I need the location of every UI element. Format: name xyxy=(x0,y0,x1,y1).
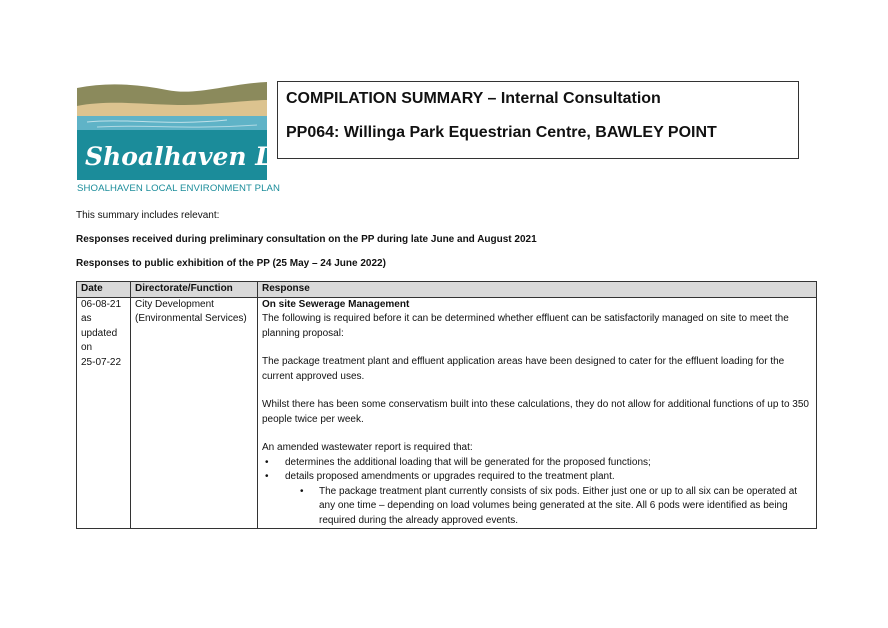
response-heading: On site Sewerage Management xyxy=(262,298,410,310)
date-cell xyxy=(77,297,131,529)
shoalhaven-lep-logo xyxy=(77,80,311,194)
logo-graphic xyxy=(77,80,311,180)
directorate-cell: City Development (Environmental Services) xyxy=(131,297,258,529)
response-paragraph: An amended wastewater report is required that: xyxy=(262,442,473,453)
title-box xyxy=(277,81,799,159)
response-paragraph: The package treatment plant and effluent application areas have been designed to cater for the effluent loading for the current approved uses. xyxy=(262,356,785,382)
responses-exhibition-heading: Responses to public exhibition of the PP (25 May – 24 June 2022) xyxy=(76,258,386,269)
document-title: COMPILATION SUMMARY – Internal Consultation xyxy=(286,90,661,107)
response-paragraph: Whilst there has been some conservatism built into these calculations, they do not allow for additional functions of up to 350 people twice per week. xyxy=(262,399,809,425)
response-paragraph: The following is required before it can be determined whether effluent can be satisfactorily managed on site to meet the planning proposal: xyxy=(262,313,789,339)
logo-caption: SHOALHAVEN LOCAL ENVIRONMENT PLAN xyxy=(77,183,281,194)
requirements-list xyxy=(262,456,812,529)
date-line: 25-07-22 xyxy=(81,356,122,368)
date-line: as xyxy=(81,313,92,324)
logo-wordmark: Shoalhaven LEP xyxy=(85,142,311,171)
list-item: • details proposed amendments or upgrades required to the treatment plant. xyxy=(262,470,812,485)
consultation-table xyxy=(76,281,817,529)
document-subtitle: PP064: Willinga Park Equestrian Centre, BAWLEY POINT xyxy=(286,124,717,141)
date-line: on xyxy=(81,342,93,353)
date-line: updated xyxy=(81,327,118,339)
response-cell xyxy=(258,297,817,529)
header-response: Response xyxy=(258,282,817,298)
header-date: Date xyxy=(77,282,131,298)
sub-list-item: • The package treatment plant currently consists of six pods. Either just one or up to all six can be operated at any one time – depending on load volumes being generated at the site. All 6 pods were identified as being required during the already approved events. xyxy=(262,485,812,529)
table-header-row xyxy=(77,282,817,298)
date-line: 06-08-21 xyxy=(81,298,122,310)
responses-preliminary-heading: Responses received during preliminary consultation on the PP during late June and August 2021 xyxy=(76,234,537,245)
header-directorate: Directorate/Function xyxy=(131,282,258,298)
table-row xyxy=(77,297,817,529)
intro-text: This summary includes relevant: xyxy=(76,210,220,221)
list-item: • determines the additional loading that will be generated for the proposed functions; xyxy=(262,456,812,471)
